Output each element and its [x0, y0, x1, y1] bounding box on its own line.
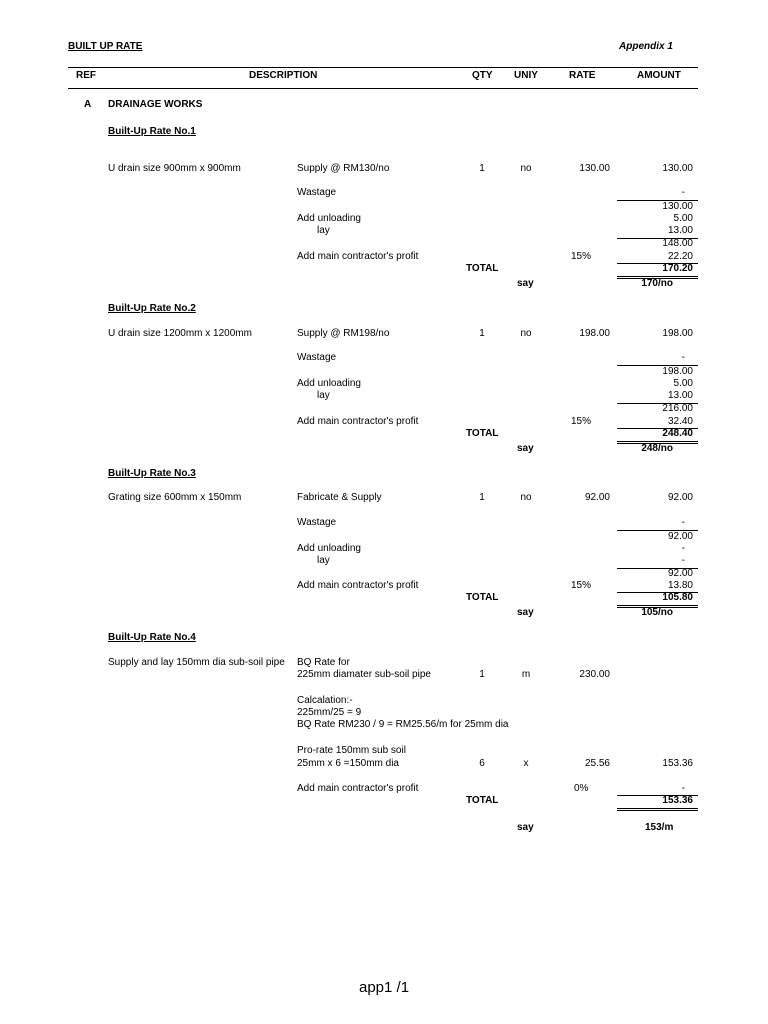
rate1-total: 170.20	[662, 263, 693, 274]
rate4-bq1: BQ Rate for	[297, 657, 350, 668]
rate4-total: 153.36	[662, 795, 693, 806]
rate1-amt-unloading: 5.00	[673, 213, 693, 224]
col-unit: UNIY	[514, 70, 538, 81]
rate2-wastage: Wastage	[297, 352, 337, 363]
document-title: BUILT UP RATE	[68, 41, 143, 52]
rate1-qty: 1	[479, 163, 485, 174]
rate4-item: Supply and lay 150mm dia sub-soil pipe	[108, 657, 285, 668]
rate1-subtotal2: 148.00	[662, 238, 693, 249]
rate4-double-rule-a	[617, 808, 698, 809]
rate2-heading: Built-Up Rate No.2	[108, 303, 196, 314]
col-description: DESCRIPTION	[249, 70, 318, 81]
rate3-profit-pct: 15%	[571, 580, 592, 591]
section-ref: A	[84, 99, 92, 110]
rate2-rate: 198.00	[579, 328, 610, 339]
rate2-amt-supply: 198.00	[662, 328, 693, 339]
rate3-heading: Built-Up Rate No.3	[108, 468, 196, 479]
rate4-pro-unit: x	[523, 758, 529, 769]
rate4-say: 153/m	[645, 822, 674, 833]
col-ref: REF	[76, 70, 96, 81]
rate2-profit-pct: 15%	[571, 416, 592, 427]
rate4-bq2: 225mm diamater sub-soil pipe	[297, 669, 431, 680]
rate3-rate: 92.00	[584, 492, 610, 503]
rate1-total-label: TOTAL	[466, 263, 499, 274]
rate2-unit: no	[520, 328, 532, 339]
section-title: DRAINAGE WORKS	[108, 99, 203, 110]
rate1-rate: 130.00	[579, 163, 610, 174]
rate2-total: 248.40	[662, 428, 693, 439]
rate1-unloading: Add unloading	[297, 213, 361, 224]
rate4-qty: 1	[479, 669, 485, 680]
rate2-say-label: say	[517, 443, 534, 454]
rate1-profit-pct: 15%	[571, 251, 592, 262]
rate1-lay: lay	[317, 225, 330, 236]
rate3-amt-lay: -	[681, 555, 685, 566]
rate1-unit: no	[520, 163, 532, 174]
rate3-amt-wastage: -	[681, 517, 685, 528]
rate4-say-label: say	[517, 822, 534, 833]
rate2-unloading: Add unloading	[297, 378, 361, 389]
rate3-amt-supply: 92.00	[667, 492, 693, 503]
rate1-amt-wastage: -	[681, 187, 685, 198]
col-amount: AMOUNT	[637, 70, 681, 81]
rate2-say: 248/no	[641, 443, 673, 454]
rate1-say-label: say	[517, 278, 534, 289]
rate3-item: Grating size 600mm x 150mm	[108, 492, 242, 503]
col-qty: QTY	[472, 70, 493, 81]
rate3-total-label: TOTAL	[466, 592, 499, 603]
rate4-unit: m	[521, 669, 531, 680]
rate1-wastage: Wastage	[297, 187, 337, 198]
rate3-qty: 1	[479, 492, 485, 503]
appendix-label: Appendix 1	[619, 41, 673, 52]
col-rate: RATE	[569, 70, 596, 81]
rate4-pro1: Pro-rate 150mm sub soil	[297, 745, 406, 756]
rate1-amt-lay: 13.00	[667, 225, 693, 236]
rate1-say: 170/no	[641, 278, 673, 289]
rate1-double-rule-a	[617, 276, 698, 277]
rate4-pro-amt: 153.36	[662, 758, 693, 769]
rate3-profit: Add main contractor's profit	[297, 580, 419, 591]
rate3-double-rule-a	[617, 605, 698, 606]
rate4-calc1: Calcalation:-	[297, 695, 353, 706]
rate3-subtotal2: 92.00	[667, 568, 693, 579]
rate3-lay: lay	[317, 555, 330, 566]
rate2-profit: Add main contractor's profit	[297, 416, 419, 427]
rate4-calc2: 225mm/25 = 9	[297, 707, 362, 718]
rate3-supply: Fabricate & Supply	[297, 492, 382, 503]
rate2-item: U drain size 1200mm x 1200mm	[108, 328, 252, 339]
rate1-subtotal1: 130.00	[662, 201, 693, 212]
header-bottom-rule	[68, 88, 698, 89]
rate3-unloading: Add unloading	[297, 543, 361, 554]
rate2-amt-wastage: -	[681, 352, 685, 363]
rate1-item: U drain size 900mm x 900mm	[108, 163, 241, 174]
rate4-rate: 230.00	[579, 669, 610, 680]
rate3-total: 105.80	[662, 592, 693, 603]
rate1-heading: Built-Up Rate No.1	[108, 126, 196, 137]
rate4-pro2: 25mm x 6 =150mm dia	[297, 758, 399, 769]
rate2-total-label: TOTAL	[466, 428, 499, 439]
rate4-amt-profit: -	[681, 783, 685, 794]
rate2-amt-unloading: 5.00	[673, 378, 693, 389]
rate3-say-label: say	[517, 607, 534, 618]
rate1-amt-supply: 130.00	[662, 163, 693, 174]
rate4-heading: Built-Up Rate No.4	[108, 632, 196, 643]
page-footer: app1 /1	[359, 979, 410, 996]
rate1-profit: Add main contractor's profit	[297, 251, 419, 262]
rate4-pro-qty: 6	[479, 758, 485, 769]
rate4-total-label: TOTAL	[466, 795, 499, 806]
rate2-amt-profit: 32.40	[667, 416, 693, 427]
rate3-unit: no	[520, 492, 532, 503]
rate2-amt-lay: 13.00	[667, 390, 693, 401]
rate3-wastage: Wastage	[297, 517, 337, 528]
rate3-amt-profit: 13.80	[667, 580, 693, 591]
rate2-double-rule-a	[617, 441, 698, 442]
rate4-profit-pct: 0%	[574, 783, 589, 794]
rate2-supply: Supply @ RM198/no	[297, 328, 390, 339]
rate1-supply: Supply @ RM130/no	[297, 163, 390, 174]
rate4-calc3: BQ Rate RM230 / 9 = RM25.56/m for 25mm dia	[297, 719, 509, 730]
rate2-qty: 1	[479, 328, 485, 339]
rate4-pro-rate: 25.56	[584, 758, 610, 769]
rate3-amt-unloading: -	[681, 543, 685, 554]
rate4-profit: Add main contractor's profit	[297, 783, 419, 794]
rate2-subtotal2: 216.00	[662, 403, 693, 414]
rate3-say: 105/no	[641, 607, 673, 618]
rate4-double-rule-b	[617, 810, 698, 811]
rate2-subtotal1: 198.00	[662, 366, 693, 377]
rate1-amt-profit: 22.20	[667, 251, 693, 262]
rate2-lay: lay	[317, 390, 330, 401]
rate3-subtotal1: 92.00	[667, 531, 693, 542]
header-top-rule	[68, 67, 698, 68]
